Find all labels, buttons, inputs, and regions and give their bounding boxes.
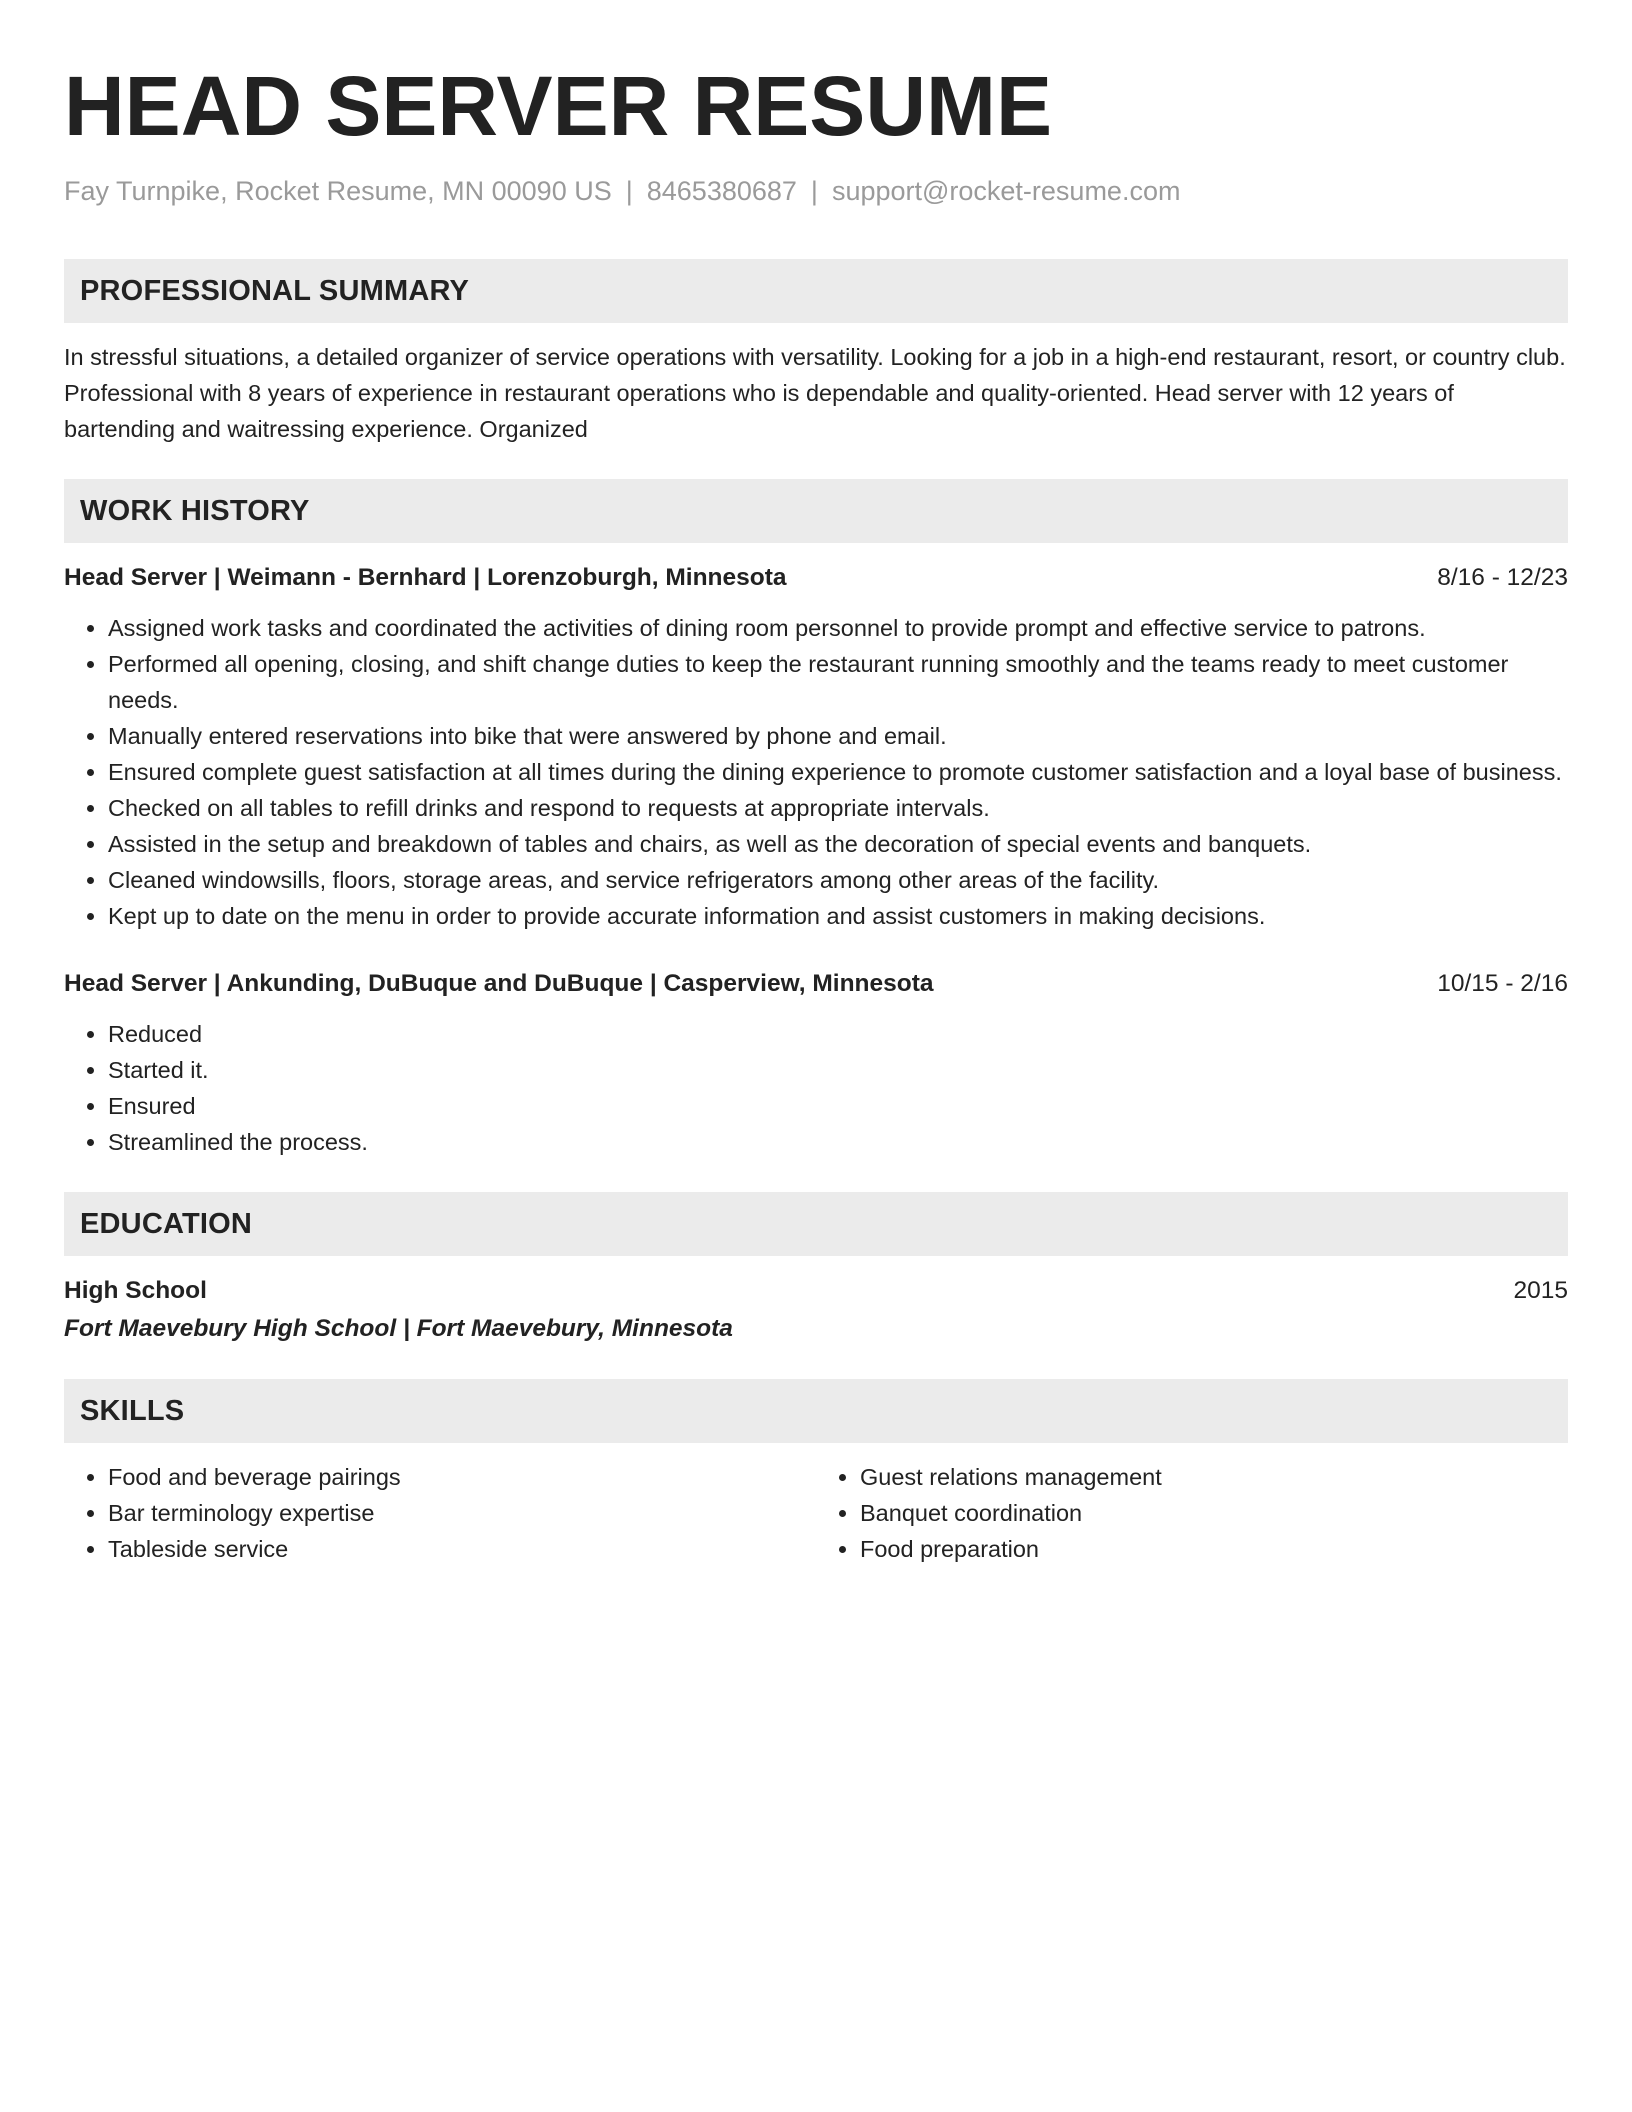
job-duty: • Kept up to date on the menu in order to provide accurate information and assist customers in making decisions. — [108, 898, 1568, 934]
education-header — [64, 1273, 1568, 1309]
job-title: Head Server | Ankunding, DuBuque and DuBuque | Casperview, Minnesota — [64, 970, 934, 998]
job-duty: • Cleaned windowsills, floors, storage areas, and service refrigerators among other areas of the facility. — [108, 862, 1568, 898]
section-heading-work-history: WORK HISTORY — [64, 479, 1568, 543]
job-header — [64, 966, 1568, 1002]
job-header — [64, 560, 1568, 596]
job-duty: • Started it. — [108, 1052, 1568, 1088]
section-heading-skills: SKILLS — [64, 1379, 1568, 1443]
education-school: Fort Maevebury High School | Fort Maevebury, Minnesota — [64, 1315, 733, 1343]
skill-item: • Guest relations management — [860, 1459, 1568, 1495]
education-entry — [64, 1273, 1568, 1347]
skills-column-left — [64, 1459, 816, 1567]
job-duty: • Checked on all tables to refill drinks and respond to requests at appropriate intervals. — [108, 790, 1568, 826]
section-heading-summary: PROFESSIONAL SUMMARY — [64, 259, 1568, 323]
contact-email: support@rocket-resume.com — [831, 176, 1181, 206]
job-duty: • Performed all opening, closing, and shift change duties to keep the restaurant running smoothly and the teams ready to meet customer needs. — [108, 646, 1568, 718]
skill-item: • Food and beverage pairings — [108, 1459, 816, 1495]
job-entry — [64, 560, 1568, 934]
summary-text: In stressful situations, a detailed organizer of service operations with versatility. Looking for a job in a high-end restaurant, resort, or country club. Professional with 8 years of experience in restaurant operations who is dependable and quality-oriented. Head server with 12 years of bartending and waitressing experience. Organized — [64, 344, 1566, 443]
job-duty: • Ensured complete guest satisfaction at all times during the dining experience to promote customer satisfaction and a loyal base of business. — [108, 754, 1568, 790]
job-dates: 8/16 - 12/23 — [1437, 564, 1568, 592]
skill-item: • Tableside service — [108, 1531, 816, 1567]
job-duty: • Assisted in the setup and breakdown of tables and chairs, as well as the decoration of special events and banquets. — [108, 826, 1568, 862]
resume-title: HEAD SERVER RESUME — [64, 59, 1052, 153]
skills-grid — [64, 1459, 1568, 1567]
contact-phone: 8465380687 — [646, 176, 797, 206]
job-duties-list — [64, 1016, 1568, 1160]
contact-line — [64, 174, 1568, 209]
job-entry — [64, 966, 1568, 1160]
job-duties-list — [64, 610, 1568, 934]
job-duty: • Ensured — [108, 1088, 1568, 1124]
job-title: Head Server | Weimann - Bernhard | Lorenzoburgh, Minnesota — [64, 564, 787, 592]
section-heading-education: EDUCATION — [64, 1192, 1568, 1256]
education-degree: High School — [64, 1277, 207, 1305]
education-year: 2015 — [1513, 1277, 1568, 1305]
skill-item: • Food preparation — [860, 1531, 1568, 1567]
skills-column-right — [816, 1459, 1568, 1567]
job-duty: • Streamlined the process. — [108, 1124, 1568, 1160]
job-duty: • Manually entered reservations into bike that were answered by phone and email. — [108, 718, 1568, 754]
contact-separator: | — [625, 176, 633, 206]
skill-item: • Banquet coordination — [860, 1495, 1568, 1531]
job-dates: 10/15 - 2/16 — [1437, 970, 1568, 998]
job-duty: • Reduced — [108, 1016, 1568, 1052]
skills-list — [816, 1459, 1568, 1567]
job-duty: • Assigned work tasks and coordinated the activities of dining room personnel to provide prompt and effective service to patrons. — [108, 610, 1568, 646]
skill-item: • Bar terminology expertise — [108, 1495, 816, 1531]
contact-address: Fay Turnpike, Rocket Resume, MN 00090 US — [64, 176, 612, 206]
contact-separator: | — [810, 176, 818, 206]
skills-list — [64, 1459, 816, 1567]
